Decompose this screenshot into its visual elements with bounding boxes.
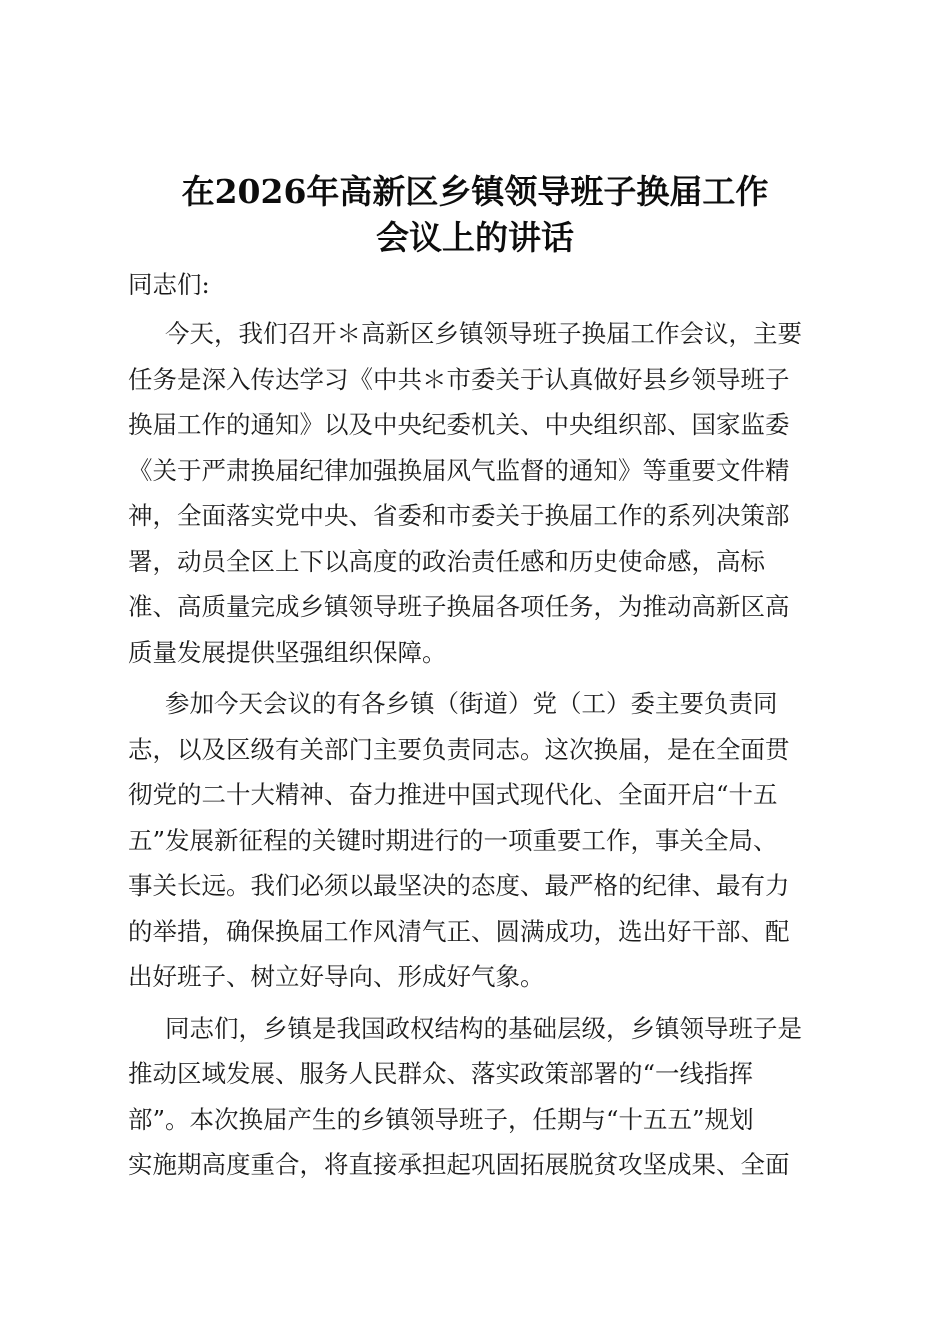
paragraph-line: 志，以及区级有关部门主要负责同志。这次换届，是在全面贯 bbox=[128, 734, 790, 764]
paragraph-line: 事关长远。我们必须以最坚决的态度、最严格的纪律、最有力 bbox=[128, 871, 790, 900]
paragraph-line: 今天，我们召开＊高新区乡镇领导班子换届工作会议，主要 bbox=[165, 319, 802, 348]
paragraph-line: 署，动员全区上下以高度的政治责任感和历史使命感，高标 bbox=[128, 546, 765, 576]
document-title-line-1: 在2026年高新区乡镇领导班子换届工作 bbox=[181, 172, 769, 211]
paragraph-line: 质量发展提供坚强组织保障。 bbox=[128, 637, 447, 667]
paragraph-line: 推动区域发展、服务人民群众、落实政策部署的“一线指挥 bbox=[128, 1059, 754, 1088]
document-title-line-2: 会议上的讲话 bbox=[376, 218, 574, 257]
paragraph-1 bbox=[128, 311, 828, 675]
paragraph-line: 彻党的二十大精神、奋力推进中国式现代化、全面开启“十五 bbox=[128, 780, 778, 809]
paragraph-line: 准、高质量完成乡镇领导班子换届各项任务，为推动高新区高 bbox=[128, 592, 790, 621]
paragraph-line: 同志们，乡镇是我国政权结构的基础层级，乡镇领导班子是 bbox=[165, 1013, 802, 1043]
paragraph-line: 任务是深入传达学习《中共＊市委关于认真做好县乡领导班子 bbox=[128, 364, 790, 394]
paragraph-line: 《关于严肃换届纪律加强换届风气监督的通知》等重要文件精 bbox=[128, 455, 790, 485]
document-body bbox=[128, 258, 828, 1188]
paragraph-line: 参加今天会议的有各乡镇（街道）党（工）委主要负责同 bbox=[165, 689, 778, 718]
paragraph-line: 出好班子、树立好导向、形成好气象。 bbox=[128, 962, 545, 991]
paragraph-2 bbox=[128, 681, 828, 1000]
paragraph-3 bbox=[128, 1006, 828, 1188]
paragraph-line: 换届工作的通知》以及中央纪委机关、中央组织部、国家监委 bbox=[128, 410, 790, 439]
paragraph-line: 实施期高度重合，将直接承担起巩固拓展脱贫攻坚成果、全面 bbox=[128, 1150, 790, 1179]
paragraph-line: 五”发展新征程的关键时期进行的一项重要工作，事关全局、 bbox=[128, 825, 778, 855]
greeting: 同志们: bbox=[128, 270, 210, 299]
paragraph-line: 的举措，确保换届工作风清气正、圆满成功，选出好干部、配 bbox=[128, 916, 790, 946]
paragraph-line: 部”。本次换届产生的乡镇领导班子，任期与“十五五”规划 bbox=[128, 1104, 754, 1134]
paragraph-line: 神，全面落实党中央、省委和市委关于换届工作的系列决策部 bbox=[128, 501, 790, 530]
